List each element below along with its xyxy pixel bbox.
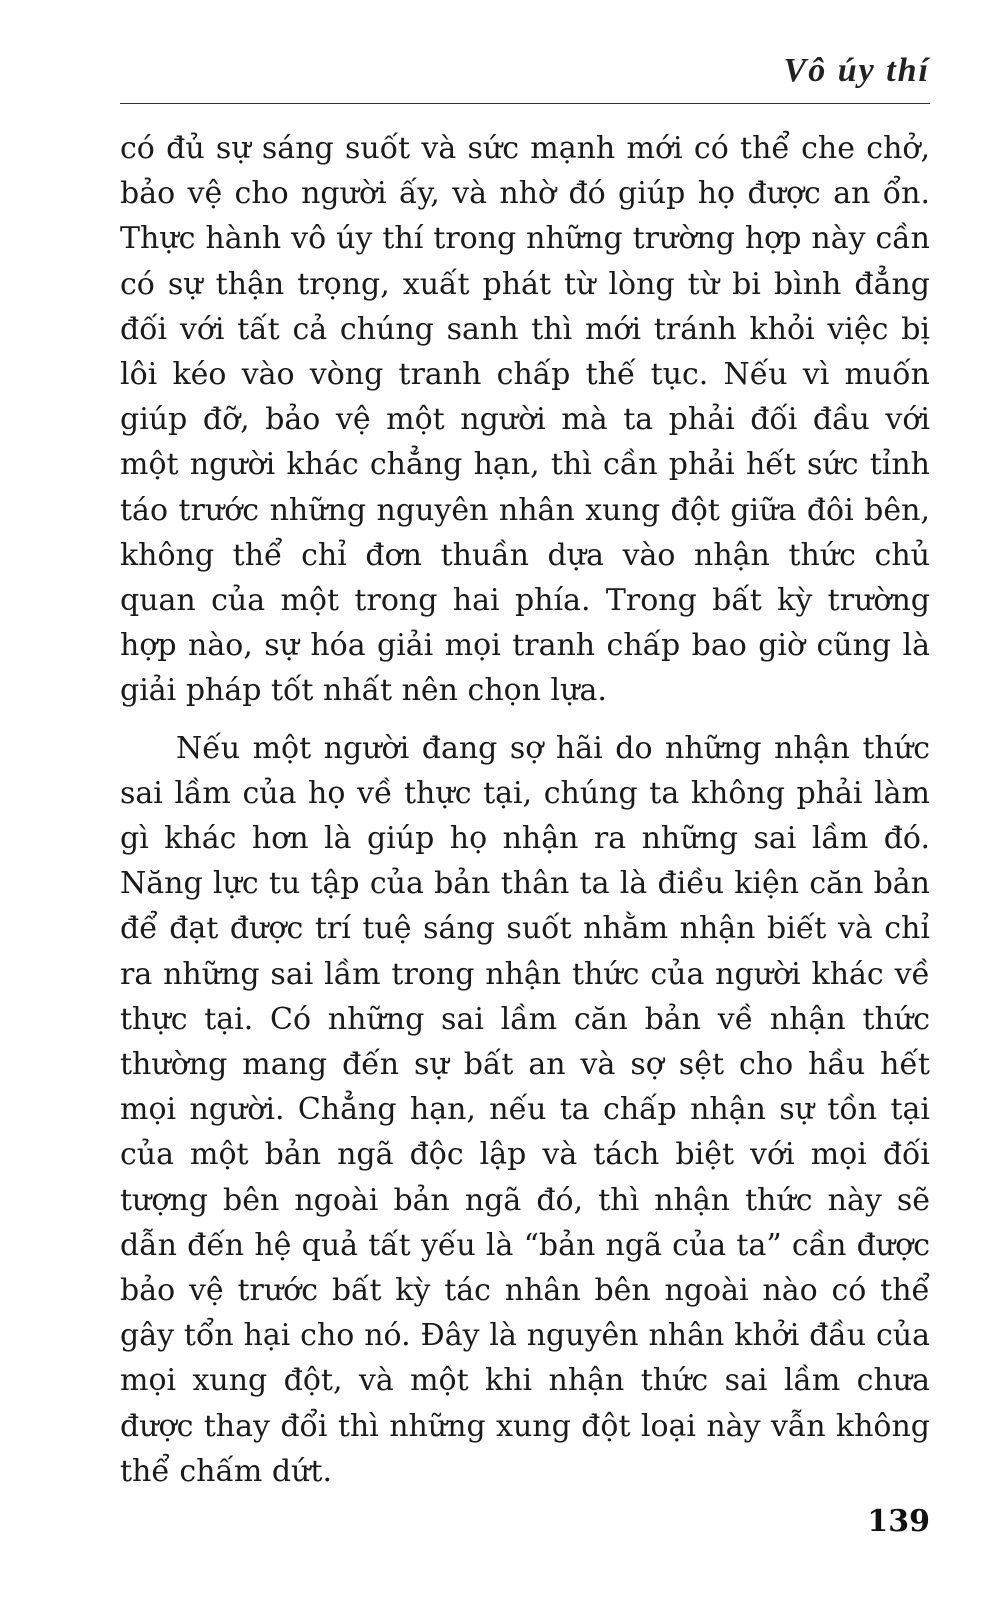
- header-rule: [120, 103, 930, 104]
- running-header-title: Vô úy thí: [783, 52, 930, 89]
- paragraph-2: Nếu một người đang sợ hãi do những nhận thức sai lầm của họ về thực tại, chúng ta không phải làm gì khác hơn là giúp họ nhận ra những sai lầm đó. Năng lực tu tập của bản thân ta là điều kiện căn bản để đạt được trí tuệ sáng suốt nhằm nhận biết và chỉ ra những sai lầm trong nhận thức của người khác về thực tại. Có những sai lầm căn bản về nhận thức thường mang đến sự bất an và sợ sệt cho hầu hết mọi người. Chẳng hạn, nếu ta chấp nhận sự tồn tại của một bản ngã độc lập và tách biệt với mọi đối tượng bên ngoài bản ngã đó, thì nhận thức này sẽ dẫn đến hệ quả tất yếu là “bản ngã của ta” cần được bảo vệ trước bất kỳ tác nhân bên ngoài nào có thể gây tổn hại cho nó. Đây là nguyên nhân khởi đầu của mọi xung đột, và một khi nhận thức sai lầm chưa được thay đổi thì những xung đột loại này vẫn không thể chấm dứt.: [120, 730, 930, 1489]
- page-number: 139: [867, 1504, 930, 1539]
- paragraph-1: có đủ sự sáng suốt và sức mạnh mới có thể che chở, bảo vệ cho người ấy, và nhờ đó giúp họ được an ổn. Thực hành vô úy thí trong những trường hợp này cần có sự thận trọng, xuất phát từ lòng từ bi bình đẳng đối với tất cả chúng sanh thì mới tránh khỏi việc bị lôi kéo vào vòng tranh chấp thế tục. Nếu vì muốn giúp đỡ, bảo vệ một người mà ta phải đối đầu với một người khác chẳng hạn, thì cần phải hết sức tỉnh táo trước những nguyên nhân xung đột giữa đôi bên, không thể chỉ đơn thuần dựa vào nhận thức chủ quan của một trong hai phía. Trong bất kỳ trường hợp nào, sự hóa giải mọi tranh chấp bao giờ cũng là giải pháp tốt nhất nên chọn lựa.: [120, 131, 930, 709]
- body-text: [120, 126, 930, 1494]
